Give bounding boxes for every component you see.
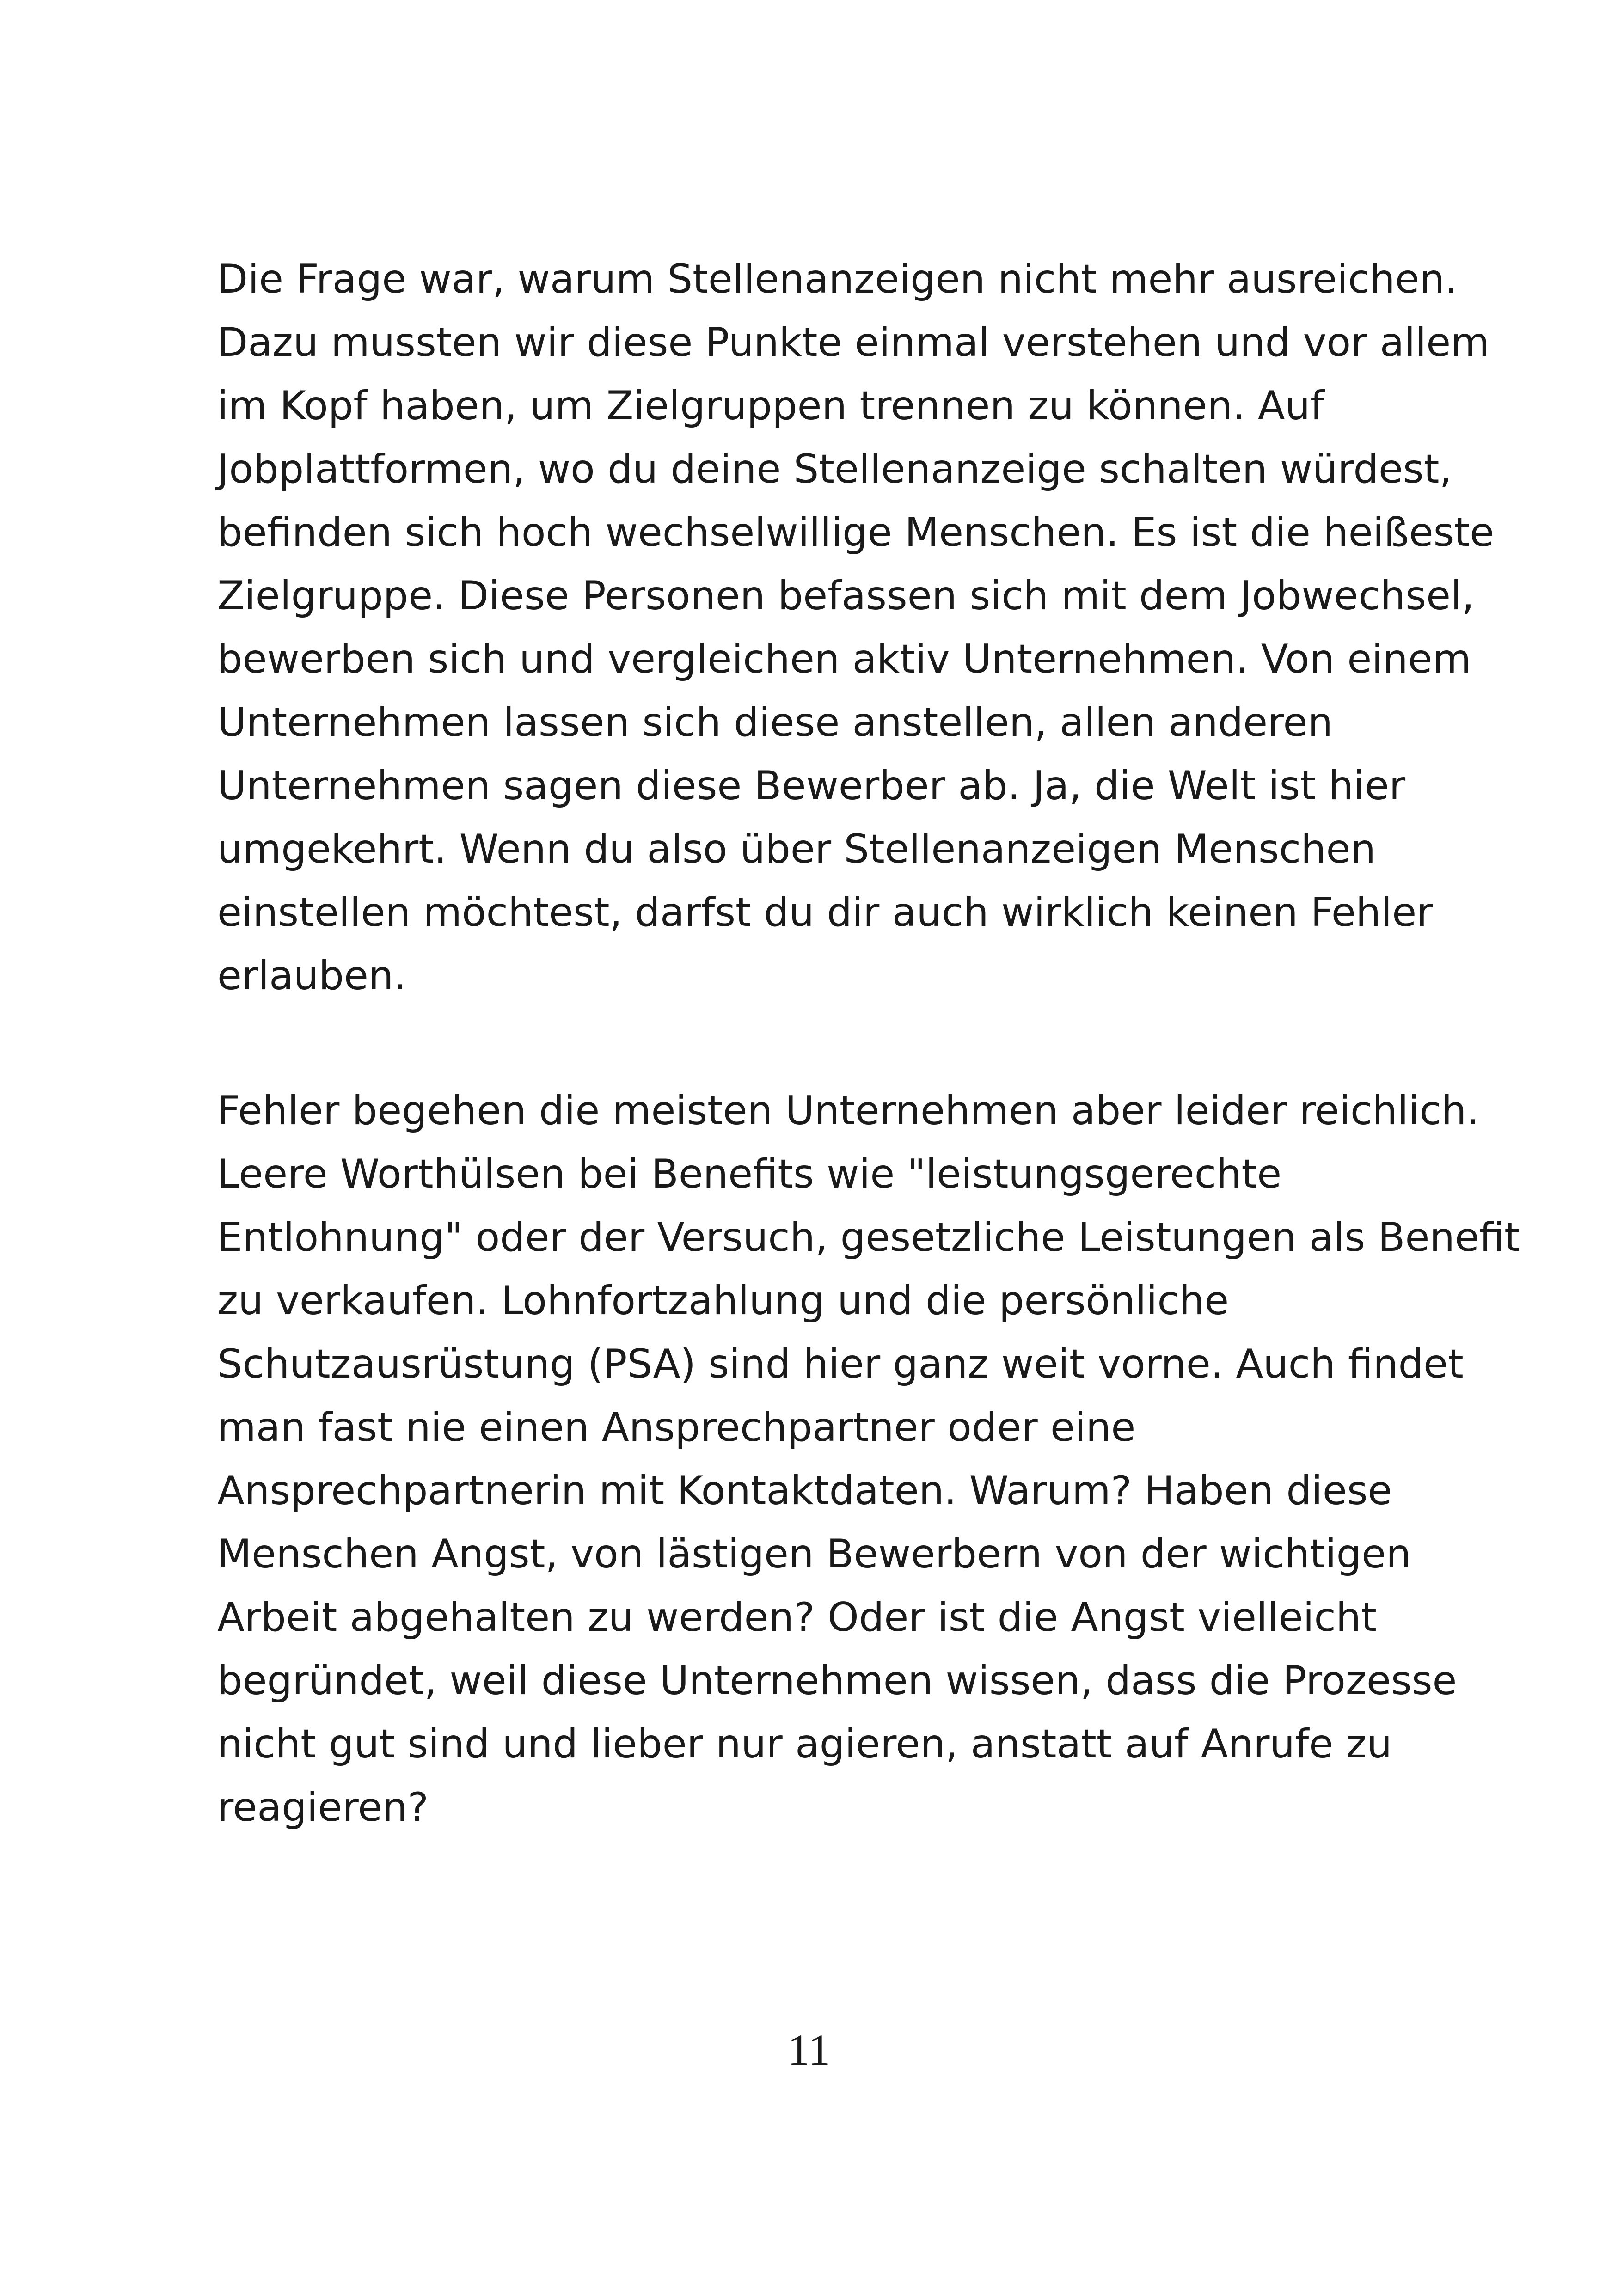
text-line: befinden sich hoch wechselwillige Menschen. Es ist die heißeste [217,509,1495,556]
text-line: Schutzausrüstung (PSA) sind hier ganz weit vorne. Auch findet [217,1341,1464,1387]
paragraph-2 [217,1079,1520,1839]
text-line: Menschen Angst, von lästigen Bewerbern von der wichtigen [217,1531,1411,1577]
text-line: im Kopf haben, um Zielgruppen trennen zu können. Auf [217,383,1324,429]
page-number: 11 [787,2025,831,2075]
text-line: einstellen möchtest, darfst du dir auch wirklich keinen Fehler [217,889,1433,936]
paragraph-1 [217,248,1495,1008]
text-line: Arbeit abgehalten zu werden? Oder ist die Angst vielleicht [217,1594,1377,1641]
text-line: begründet, weil diese Unternehmen wissen, dass die Prozesse [217,1658,1457,1704]
text-line: Ansprechpartnerin mit Kontaktdaten. Warum? Haben diese [217,1468,1392,1514]
text-line: Zielgruppe. Diese Personen befassen sich mit dem Jobwechsel, [217,573,1475,619]
text-line: Die Frage war, warum Stellenanzeigen nicht mehr ausreichen. [217,256,1458,302]
text-line: man fast nie einen Ansprechpartner oder eine [217,1404,1136,1451]
text-line: Fehler begehen die meisten Unternehmen aber leider reichlich. [217,1088,1479,1134]
text-line: reagieren? [217,1784,429,1831]
text-line: Unternehmen lassen sich diese anstellen, allen anderen [217,699,1333,746]
text-line: erlauben. [217,953,406,999]
text-line: nicht gut sind und lieber nur agieren, anstatt auf Anrufe zu [217,1721,1392,1767]
text-line: Jobplattformen, wo du deine Stellenanzeige schalten würdest, [217,446,1452,492]
text-line: Entlohnung" oder der Versuch, gesetzliche Leistungen als Benefit [217,1214,1520,1261]
text-line: Dazu mussten wir diese Punkte einmal verstehen und vor allem [217,319,1489,366]
text-line: umgekehrt. Wenn du also über Stellenanzeigen Menschen [217,826,1376,872]
text-line: bewerben sich und vergleichen aktiv Unternehmen. Von einem [217,636,1471,682]
text-line: Unternehmen sagen diese Bewerber ab. Ja, die Welt ist hier [217,763,1406,809]
text-line: Leere Worthülsen bei Benefits wie "leistungsgerechte [217,1151,1282,1197]
text-line: zu verkaufen. Lohnfortzahlung und die persönliche [217,1278,1229,1324]
